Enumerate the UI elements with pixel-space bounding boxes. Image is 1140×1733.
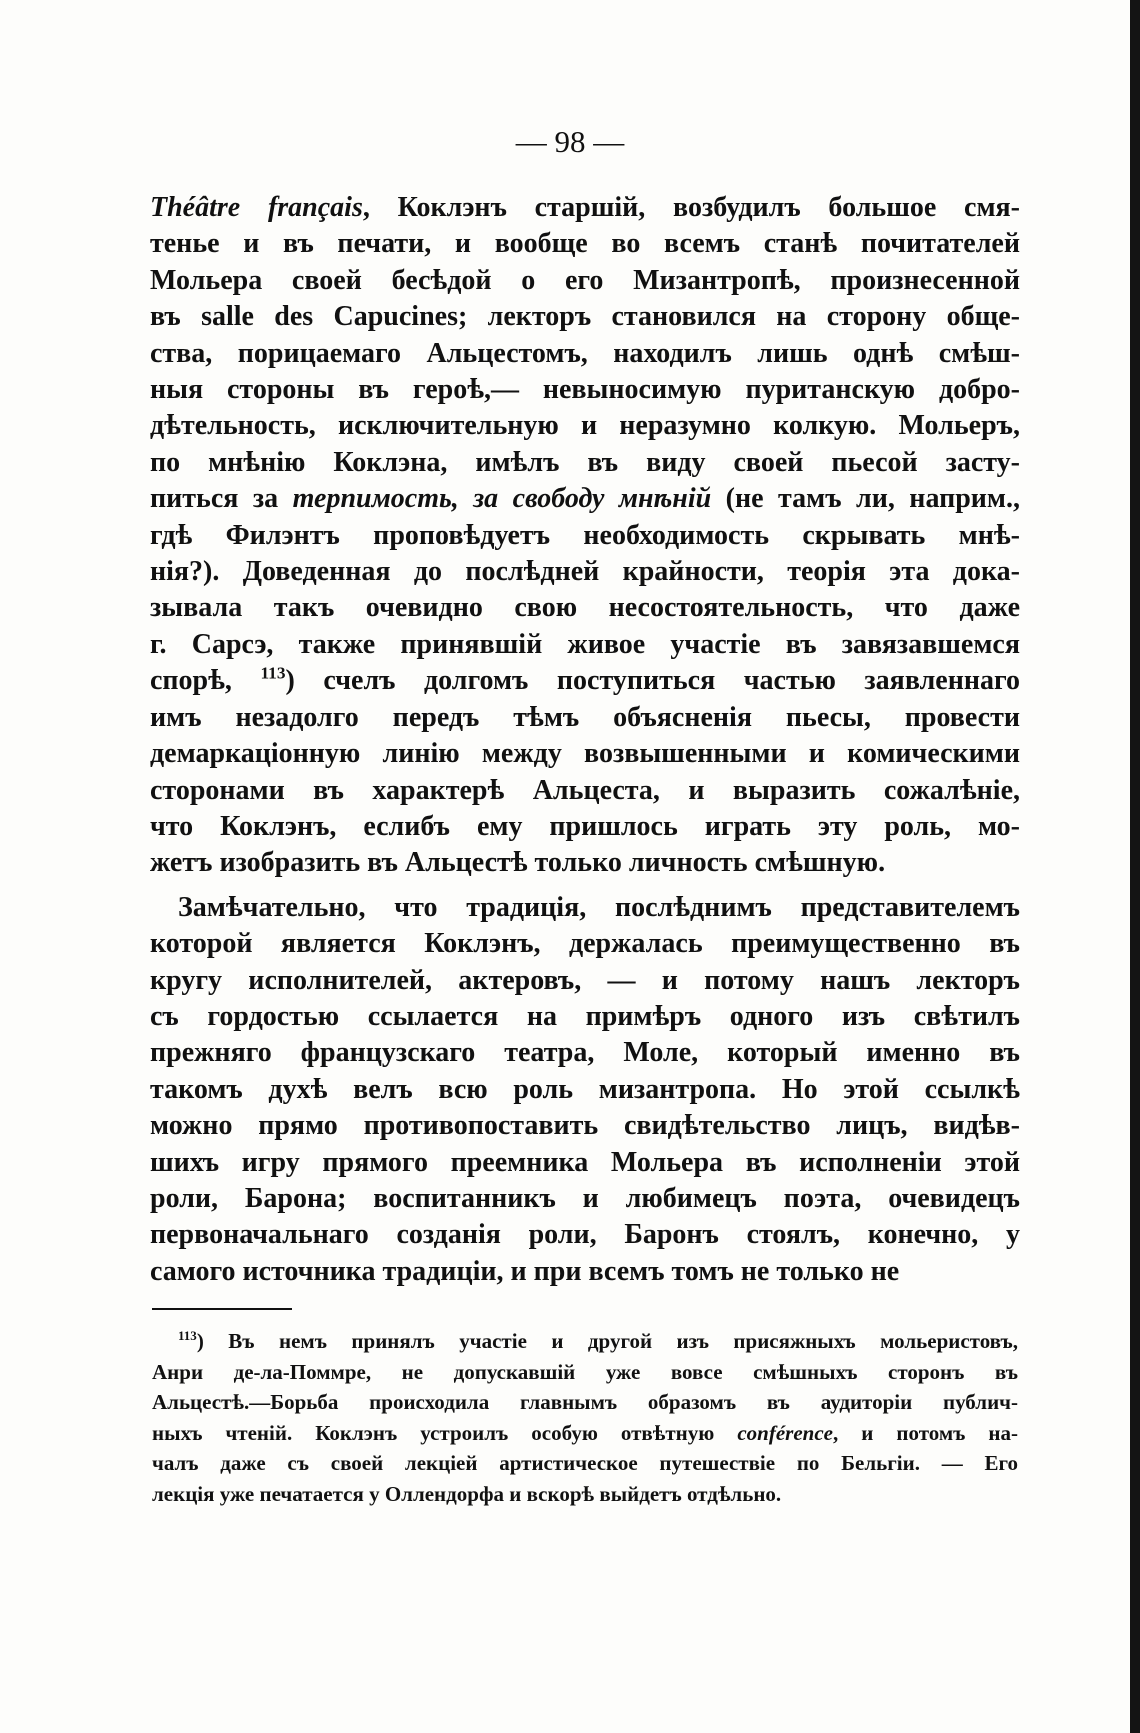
text-span: зывала такъ очевидно свою несостоятельность, что даже xyxy=(150,592,1020,624)
text-span: лекція уже печатается у Оллендорфа и вскорѣ выйдетъ отдѣльно. xyxy=(152,1481,782,1506)
text-span: ) Въ немъ принялъ участіе и другой изъ присяжныхъ мольеристовъ, xyxy=(196,1329,1018,1353)
main_text-line xyxy=(150,773,1020,809)
footnote-line xyxy=(152,1448,1018,1479)
italic-text: conférence xyxy=(737,1420,833,1445)
text-span: нія?). Доведенная до послѣдней крайности, теорія эта дока- xyxy=(150,556,1020,588)
main_text-line xyxy=(150,700,1020,736)
text-span: роли, Барона; воспитанникъ и любимецъ поэта, очевидецъ xyxy=(150,1182,1020,1214)
text-span: спорѣ, xyxy=(150,665,261,697)
text-span: первоначальнаго созданія роли, Баронъ стоялъ, конечно, у xyxy=(150,1219,1020,1251)
footnote-line xyxy=(152,1418,1018,1449)
main_text-line xyxy=(150,263,1020,299)
footnote-line xyxy=(152,1479,1018,1510)
text-span: дѣтельность, исключительную и неразумно колкую. Мольеръ, xyxy=(150,410,1020,442)
text-span: прежняго французскаго театра, Моле, который именно въ xyxy=(150,1037,1020,1069)
text-span: демаркаціонную линію между возвышенными и комическими xyxy=(150,738,1020,770)
text-span: ства, порицаемаго Альцестомъ, находилъ лишь однѣ смѣш- xyxy=(150,337,1020,369)
text-span: имъ незадолго передъ тѣмъ объясненія пьесы, провести xyxy=(150,701,1020,733)
footnote-line xyxy=(152,1387,1018,1418)
main_text-line xyxy=(150,999,1020,1035)
main_text-line xyxy=(150,518,1020,554)
main_text-line xyxy=(150,408,1020,444)
main_text-line xyxy=(150,1181,1020,1217)
italic-text: терпимость, за свободу мнѣній xyxy=(292,483,712,515)
main_text-line xyxy=(150,1108,1020,1144)
text-span: которой является Коклэнъ, держалась преимущественно въ xyxy=(150,928,1020,960)
italic-text: Théâtre français xyxy=(150,192,363,223)
main_text-line xyxy=(150,336,1020,372)
main_text-line xyxy=(150,627,1020,663)
text-span: ныя стороны въ героѣ,— невыносимую пуританскую добро- xyxy=(150,374,1020,406)
footnote-line xyxy=(152,1357,1018,1388)
main_text-line xyxy=(150,926,1020,962)
main_text-line xyxy=(150,1072,1020,1108)
main_text-line xyxy=(150,445,1020,481)
text-span: по мнѣнію Коклэна, имѣлъ въ виду своей пьесой засту- xyxy=(150,446,1020,478)
footnote-separator xyxy=(152,1308,292,1310)
main_text-line xyxy=(150,1035,1020,1071)
main_text-line xyxy=(150,554,1020,590)
text-span: ныхъ чтеній. Коклэнъ устроилъ особую отвѣтную xyxy=(152,1420,738,1445)
main_text-line xyxy=(150,963,1020,999)
text-span: гдѣ Филэнтъ проповѣдуетъ необходимость скрывать мнѣ- xyxy=(150,519,1020,551)
main_text-line xyxy=(150,663,1020,699)
text-span: (не тамъ ли, наприм., xyxy=(711,483,1020,515)
footnote-line xyxy=(152,1326,1018,1357)
main_text-line xyxy=(150,1254,1020,1290)
text-span: тенье и въ печати, и вообще во всемъ станѣ почитателей xyxy=(150,228,1020,260)
text-span: что Коклэнъ, еслибъ ему пришлось играть эту роль, мо- xyxy=(150,810,1020,842)
main_text-line xyxy=(150,736,1020,772)
text-span: кругу исполнителей, актеровъ, — и потому нашъ лекторъ xyxy=(150,964,1020,996)
footnote-ref: 113 xyxy=(260,663,286,683)
text-span: г. Сарсэ, также принявшій живое участіе въ завязавшемся xyxy=(150,628,1020,660)
text-span: такомъ духѣ велъ всю роль мизантропа. Но этой ссылкѣ xyxy=(150,1073,1020,1105)
text-span: шихъ игру прямого преемника Мольера въ исполненіи этой xyxy=(150,1146,1020,1178)
main_text-line xyxy=(150,299,1020,335)
main-text xyxy=(150,190,1020,1290)
main_text-line xyxy=(150,845,1020,881)
text-span: въ salle des Capucines; лекторъ становился на сторону обще- xyxy=(150,301,1020,333)
main_text-line xyxy=(150,190,1020,226)
text-span: Анри де-ла-Поммре, не допускавшій уже вовсе смѣшныхъ сторонъ въ xyxy=(152,1359,1018,1384)
main_text-line xyxy=(150,481,1020,517)
text-span: сторонами въ характерѣ Альцеста, и выразить сожалѣніе, xyxy=(150,774,1020,806)
main_text-line xyxy=(150,590,1020,626)
text-span: съ гордостью ссылается на примѣръ одного изъ свѣтилъ xyxy=(150,1000,1020,1032)
main_text-line xyxy=(150,1145,1020,1181)
main_text-line xyxy=(150,809,1020,845)
text-span: можно прямо противопоставить свидѣтельство лицъ, видѣв- xyxy=(150,1110,1020,1142)
text-span: Альцестѣ.—Борьба происходила главнымъ образомъ въ аудиторіи публич- xyxy=(152,1390,1018,1415)
text-span: , и потомъ на- xyxy=(833,1420,1019,1445)
text-span: чалъ даже съ своей лекціей артистическое путешествіе по Бельгіи. — Его xyxy=(152,1451,1018,1476)
main_text-line xyxy=(150,890,1020,926)
main_text-line xyxy=(150,226,1020,262)
footnote xyxy=(152,1326,1018,1510)
text-span: жетъ изобразить въ Альцестѣ только личность смѣшную. xyxy=(150,847,886,879)
text-span: самого источника традиціи, и при всемъ томъ не только не xyxy=(150,1255,900,1287)
text-span: питься за xyxy=(150,483,293,515)
page-edge-shadow xyxy=(1130,0,1140,1733)
text-span: , Коклэнъ старшій, возбудилъ большое смя- xyxy=(362,192,1020,223)
main_text-line xyxy=(150,1217,1020,1253)
footnote-ref: 113 xyxy=(178,1328,197,1343)
text-span: Замѣчательно, что традиція, послѣднимъ представителемъ xyxy=(178,891,1020,923)
text-span: ) счелъ долгомъ поступиться частью заявленнаго xyxy=(285,665,1020,697)
main_text-line xyxy=(150,372,1020,408)
text-span: Мольера своей бесѣдой о его Мизантропѣ, произнесенной xyxy=(150,264,1020,296)
page-number: — 98 — xyxy=(515,124,625,159)
